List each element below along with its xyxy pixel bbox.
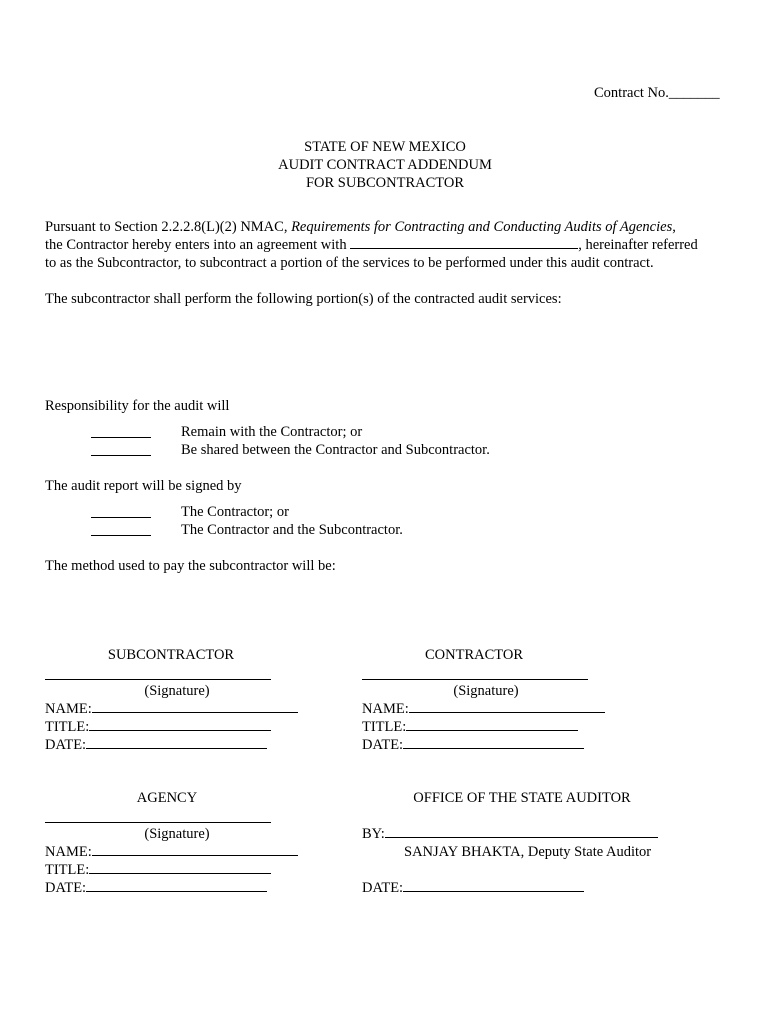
responsibility-option-2: Be shared between the Contractor and Subcontractor. — [181, 442, 490, 458]
subcontractor-name-field[interactable] — [350, 247, 578, 249]
subcontractor-date-input[interactable] — [86, 747, 267, 749]
signed-by-option-2: The Contractor and the Subcontractor. — [181, 522, 403, 538]
contractor-title-input[interactable] — [406, 729, 578, 731]
intro-line-3: to as the Subcontractor, to subcontract a portion of the services to be performed under this audit contract. — [45, 255, 654, 271]
responsibility-heading: Responsibility for the audit will — [45, 398, 230, 414]
subcontractor-title-row: TITLE: — [45, 718, 271, 736]
auditor-by-row: BY: — [362, 825, 658, 843]
subcontractor-heading: SUBCONTRACTOR — [107, 647, 235, 663]
contract-number-label: Contract No. — [594, 85, 669, 101]
agency-date-input[interactable] — [86, 890, 267, 892]
agency-heading: AGENCY — [136, 790, 198, 806]
subcontractor-name-input[interactable] — [92, 711, 298, 713]
responsibility-option-1: Remain with the Contractor; or — [181, 424, 363, 440]
agency-date-row: DATE: — [45, 879, 267, 897]
contractor-name-row: NAME: — [362, 700, 605, 718]
responsibility-checkbox-2[interactable] — [91, 455, 151, 456]
portion-text: The subcontractor shall perform the following portion(s) of the contracted audit services: — [45, 291, 562, 307]
signed-by-option-1: The Contractor; or — [181, 504, 289, 520]
subcontractor-title-input[interactable] — [89, 729, 271, 731]
auditor-date-input[interactable] — [403, 890, 584, 892]
contractor-date-row: DATE: — [362, 736, 584, 754]
agency-title-row: TITLE: — [45, 861, 271, 879]
subcontractor-signature-line[interactable] — [45, 679, 271, 680]
signed-by-checkbox-2[interactable] — [91, 535, 151, 536]
auditor-date-row: DATE: — [362, 879, 584, 897]
responsibility-checkbox-1[interactable] — [91, 437, 151, 438]
agency-name-input[interactable] — [92, 854, 298, 856]
contract-number — [594, 84, 720, 102]
auditor-signature-input[interactable] — [385, 836, 658, 838]
contractor-date-input[interactable] — [403, 747, 584, 749]
document-title — [0, 138, 770, 192]
regulation-title: Requirements for Contracting and Conducting Audits of Agencies — [291, 219, 673, 235]
signed-by-heading: The audit report will be signed by — [45, 478, 242, 494]
signed-by-checkbox-1[interactable] — [91, 517, 151, 518]
payment-text: The method used to pay the subcontractor will be: — [45, 558, 336, 574]
agency-signature-line[interactable] — [45, 822, 271, 823]
subcontractor-date-row: DATE: — [45, 736, 267, 754]
subcontractor-name-row: NAME: — [45, 700, 298, 718]
contractor-name-input[interactable] — [409, 711, 605, 713]
agency-name-row: NAME: — [45, 843, 298, 861]
agency-signature-label: (Signature) — [144, 826, 210, 842]
subcontractor-signature-label: (Signature) — [144, 683, 210, 699]
intro-line-1: Pursuant to Section 2.2.2.8(L)(2) NMAC, Requirements for Contracting and Conducting Audits of Agencies, — [45, 219, 676, 235]
contractor-title-row: TITLE: — [362, 718, 578, 736]
auditor-heading: OFFICE OF THE STATE AUDITOR — [413, 790, 631, 806]
title-line-1: STATE OF NEW MEXICO — [304, 139, 466, 155]
title-line-3: FOR SUBCONTRACTOR — [305, 175, 465, 191]
title-line-2: AUDIT CONTRACT ADDENDUM — [278, 157, 492, 173]
intro-line-2: the Contractor hereby enters into an agreement with , hereinafter referred — [45, 237, 698, 253]
contractor-signature-label: (Signature) — [453, 683, 519, 699]
auditor-signer: SANJAY BHAKTA, Deputy State Auditor — [404, 844, 652, 860]
contractor-signature-line[interactable] — [362, 679, 588, 680]
agency-title-input[interactable] — [89, 872, 271, 874]
contract-number-field[interactable]: _______ — [668, 85, 720, 101]
contractor-heading: CONTRACTOR — [424, 647, 524, 663]
